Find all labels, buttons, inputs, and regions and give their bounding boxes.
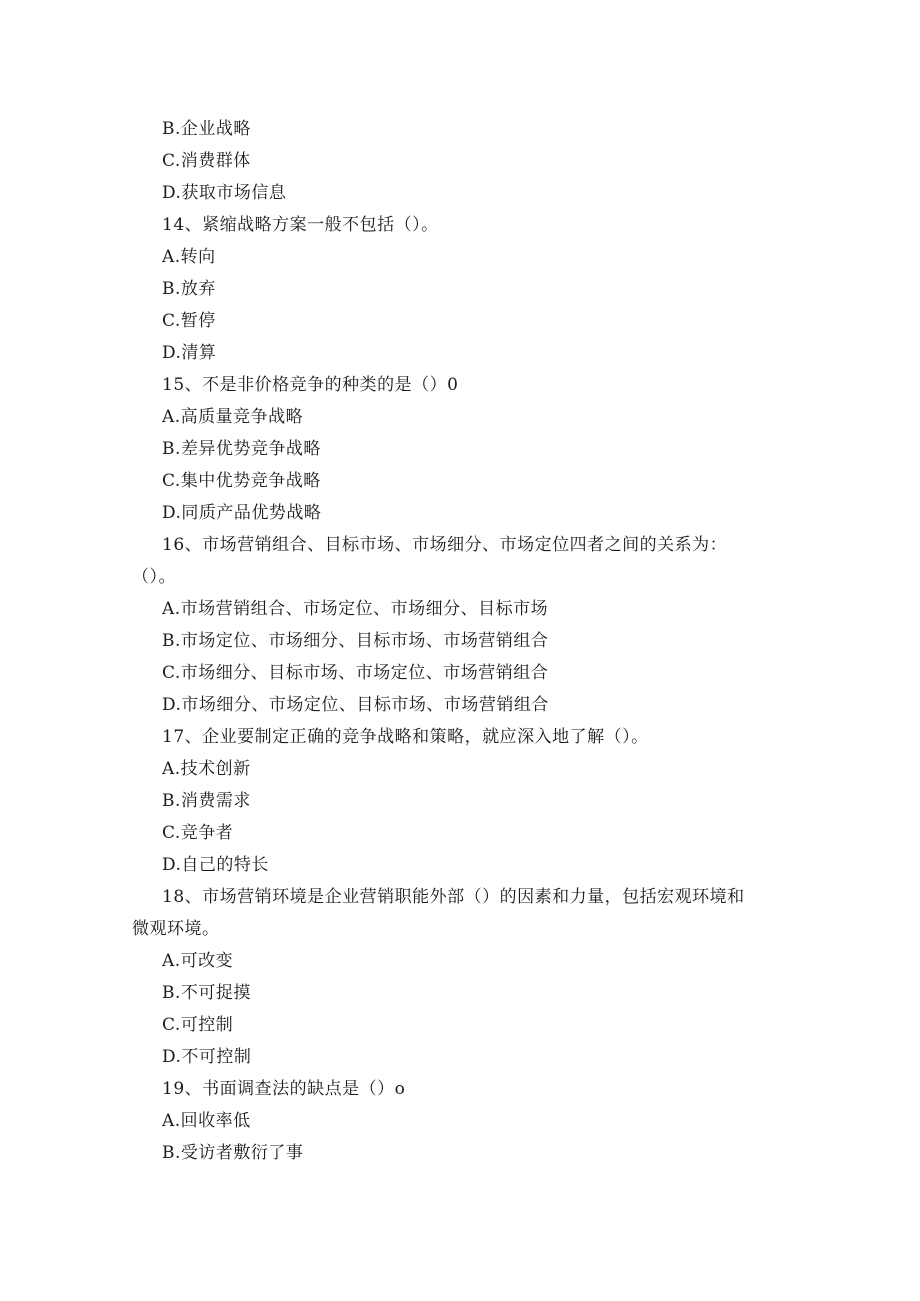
option-14d: D.清算 <box>162 343 217 363</box>
option-16c: C.市场细分、目标市场、市场定位、市场营销组合 <box>162 663 549 683</box>
option-13c: C.消费群体 <box>162 151 251 171</box>
question-18: 18、市场营销环境是企业营销职能外部（）的因素和力量，包括宏观环境和 <box>162 887 745 907</box>
option-13d: D.获取市场信息 <box>162 183 287 203</box>
question-17: 17、企业要制定正确的竞争战略和策略，就应深入地了解（）。 <box>162 727 649 747</box>
question-18-cont: 微观环境。 <box>132 919 220 939</box>
option-15a: A.高质量竞争战略 <box>162 407 304 427</box>
option-18c: C.可控制 <box>162 1015 234 1035</box>
option-17d: D.自己的特长 <box>162 855 269 875</box>
question-16: 16、市场营销组合、目标市场、市场细分、市场定位四者之间的关系为： <box>162 535 728 555</box>
option-14b: B.放弃 <box>162 279 216 299</box>
option-16b: B.市场定位、市场细分、目标市场、市场营销组合 <box>162 631 549 651</box>
option-19b: B.受访者敷衍了事 <box>162 1143 304 1163</box>
option-18a: A.可改变 <box>162 951 234 971</box>
option-18d: D.不可控制 <box>162 1047 252 1067</box>
option-17b: B.消费需求 <box>162 791 251 811</box>
option-18b: B.不可捉摸 <box>162 983 251 1003</box>
option-15d: D.同质产品优势战略 <box>162 503 322 523</box>
option-15c: C.集中优势竞争战略 <box>162 471 321 491</box>
option-16a: A.市场营销组合、市场定位、市场细分、目标市场 <box>162 599 549 619</box>
option-14a: A.转向 <box>162 247 216 267</box>
question-16-cont: （）。 <box>132 567 176 587</box>
question-15: 15、不是非价格竞争的种类的是（）0 <box>162 375 459 395</box>
option-15b: B.差异优势竞争战略 <box>162 439 321 459</box>
option-13b: B.企业战略 <box>162 119 251 139</box>
option-16d: D.市场细分、市场定位、目标市场、市场营销组合 <box>162 695 549 715</box>
question-19: 19、书面调查法的缺点是（）o <box>162 1079 406 1099</box>
option-17c: C.竞争者 <box>162 823 234 843</box>
option-14c: C.暂停 <box>162 311 216 331</box>
option-19a: A.回收率低 <box>162 1111 251 1131</box>
option-17a: A.技术创新 <box>162 759 251 779</box>
question-14: 14、紧缩战略方案一般不包括（）。 <box>162 215 439 235</box>
